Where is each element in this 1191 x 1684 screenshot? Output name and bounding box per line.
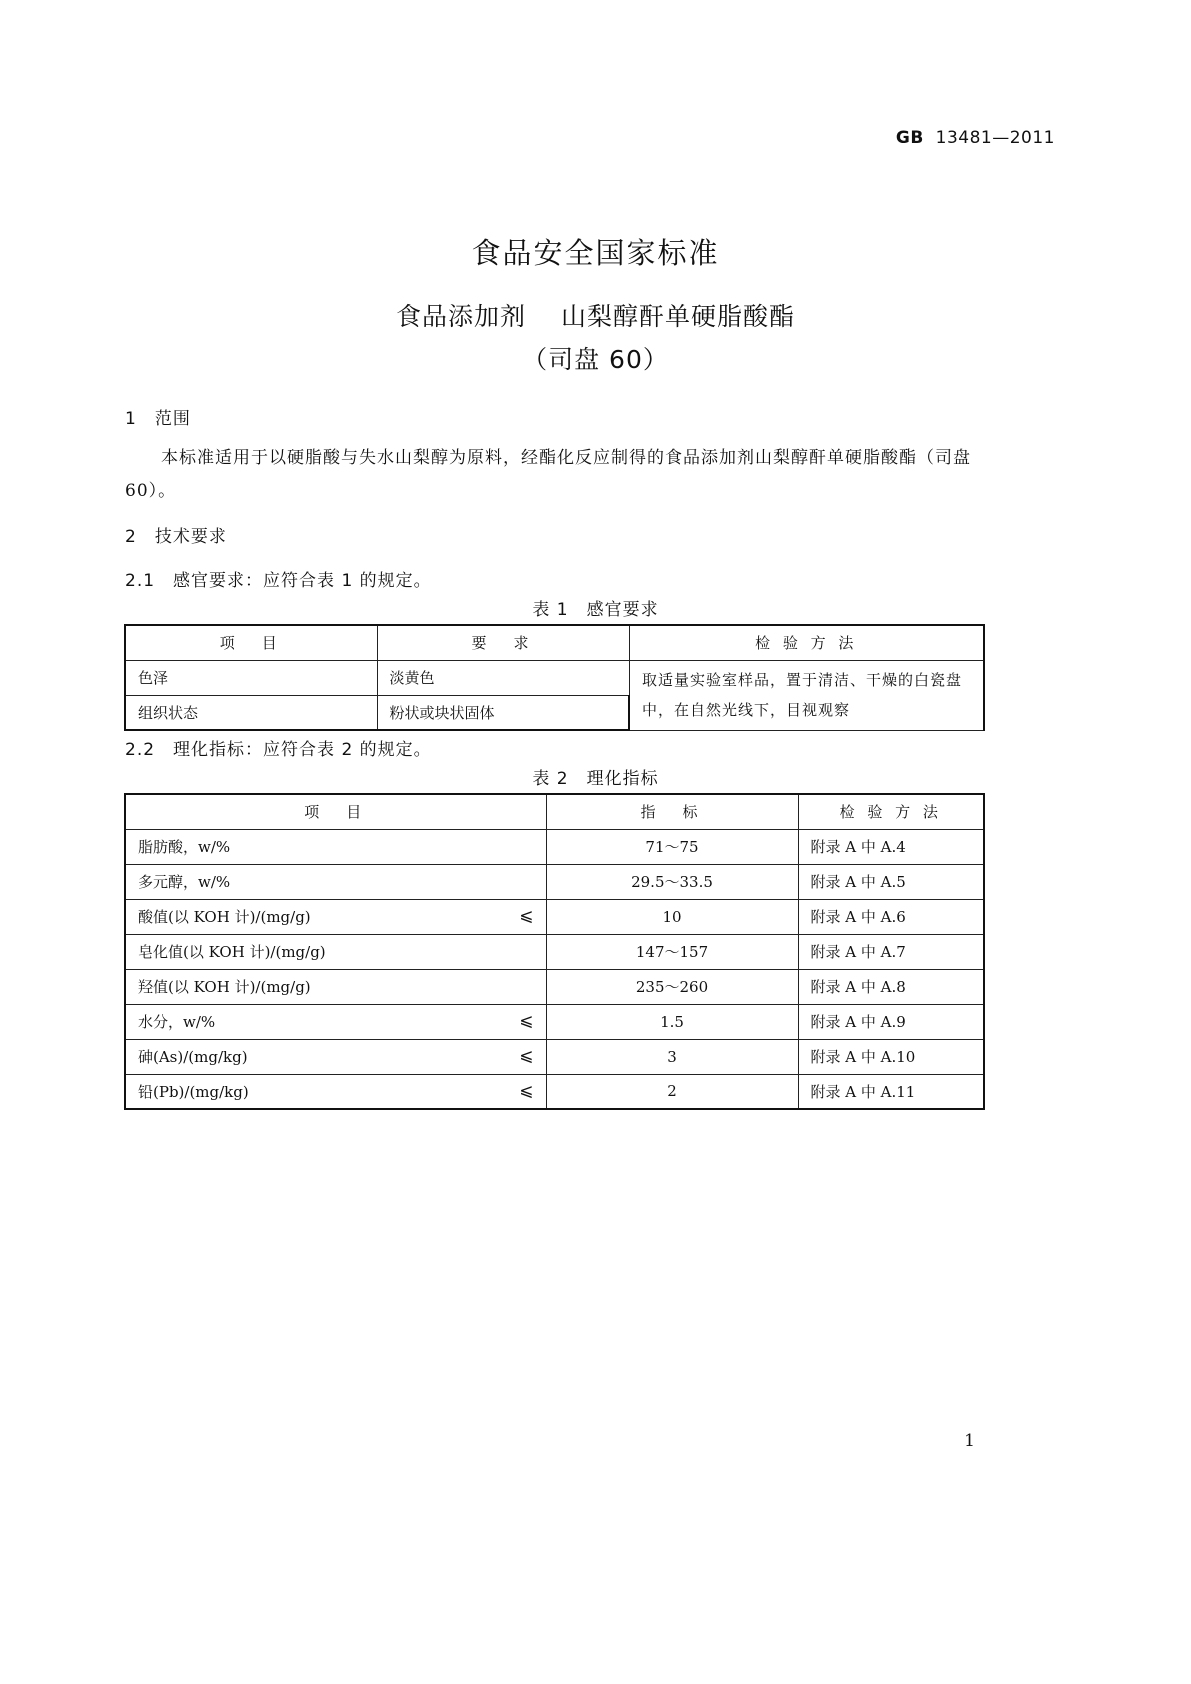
table-2-value: 2 [546,1074,798,1109]
table-1 [124,624,985,731]
table-1-row [125,660,984,695]
section-1-heading: 1 范围 [125,409,191,429]
table-2-method: 附录 A 中 A.7 [798,934,984,969]
table-2-item: 皂化值(以 KOH 计)/(mg/g) [138,943,326,961]
table-2-value: 3 [546,1039,798,1074]
table-2-item-cell [125,1004,546,1039]
table-2-item: 铅(Pb)/(mg/kg) [138,1082,249,1101]
less-equal-symbol: ⩽ [519,1080,534,1101]
table-2-row [125,864,984,899]
table-2-item: 砷(As)/(mg/kg) [138,1048,248,1066]
table-2-method: 附录 A 中 A.6 [798,899,984,934]
table-2-method: 附录 A 中 A.4 [798,829,984,864]
table-1-item: 色泽 [125,660,377,695]
table-2-row [125,969,984,1004]
less-equal-symbol: ⩽ [519,1046,534,1066]
standard-code [896,128,1055,148]
table-2-value: 235～260 [546,969,798,1004]
table-2-item: 脂肪酸，w/% [138,838,231,856]
document-subtitle-alias: （司盘 60） [522,345,669,374]
table-2-header-method: 检 验 方 法 [798,794,984,829]
document-title: 食品安全国家标准 [471,236,720,270]
table-2-caption: 表 2 理化指标 [532,769,659,789]
page-number: 1 [964,1431,975,1451]
table-2-row [125,899,984,934]
table-1-req: 粉状或块状固体 [377,695,629,730]
section-2-2-heading: 2.2 理化指标：应符合表 2 的规定。 [125,740,432,760]
table-2-item-cell [125,1074,546,1109]
standard-code-prefix: GB [895,128,924,148]
table-2-item-cell [125,1039,546,1074]
table-2-item: 酸值(以 KOH 计)/(mg/g) [138,908,311,926]
table-2-method: 附录 A 中 A.8 [798,969,984,1004]
table-2-value: 1.5 [546,1004,798,1039]
standard-code-number: 13481—2011 [935,128,1055,148]
table-2-item-cell [125,934,546,969]
table-2-value: 29.5～33.5 [546,864,798,899]
table-2-row [125,1039,984,1074]
table-2-header-value: 指 标 [546,794,798,829]
table-2-item-cell [125,899,546,934]
table-1-header-req: 要 求 [377,625,629,660]
section-2-heading: 2 技术要求 [125,527,227,547]
table-2-method: 附录 A 中 A.11 [798,1074,984,1109]
section-2-1-heading: 2.1 感官要求：应符合表 1 的规定。 [125,571,432,591]
table-1-header-row [125,625,984,660]
table-2-item: 多元醇，w/% [138,873,231,891]
document-subtitle: 食品添加剂 山梨醇酐单硬脂酸酯 [396,302,795,331]
table-2-method: 附录 A 中 A.10 [798,1039,984,1074]
table-2-header-row [125,794,984,829]
table-2-row [125,829,984,864]
table-1-caption: 表 1 感官要求 [532,600,659,620]
less-equal-symbol: ⩽ [519,906,534,926]
table-2-value: 71～75 [546,829,798,864]
table-1-req: 淡黄色 [377,660,629,695]
section-1-text: 本标准适用于以硬脂酸与失水山梨醇为原料，经酯化反应制得的食品添加剂山梨醇酐单硬脂酸酯（司盘 60）。 [125,448,971,501]
table-2-header-item: 项 目 [125,794,546,829]
table-2-value: 10 [546,899,798,934]
table-2 [124,793,985,1110]
less-equal-symbol: ⩽ [519,1011,534,1031]
table-2-item-cell [125,829,546,864]
table-1-method: 取适量实验室样品，置于清洁、干燥的白瓷盘中，在自然光线下，目视观察 [629,660,984,730]
table-2-row [125,934,984,969]
table-2-row [125,1074,984,1109]
table-2-item: 水分，w/% [138,1013,216,1031]
table-1-header-method: 检 验 方 法 [629,625,984,660]
table-2-item: 羟值(以 KOH 计)/(mg/g) [138,978,311,996]
table-2-value: 147～157 [546,934,798,969]
table-2-method: 附录 A 中 A.5 [798,864,984,899]
table-2-item-cell [125,969,546,1004]
table-2-row [125,1004,984,1039]
table-1-item: 组织状态 [125,695,377,730]
table-2-method: 附录 A 中 A.9 [798,1004,984,1039]
table-2-item-cell [125,864,546,899]
table-1-header-item: 项 目 [125,625,377,660]
